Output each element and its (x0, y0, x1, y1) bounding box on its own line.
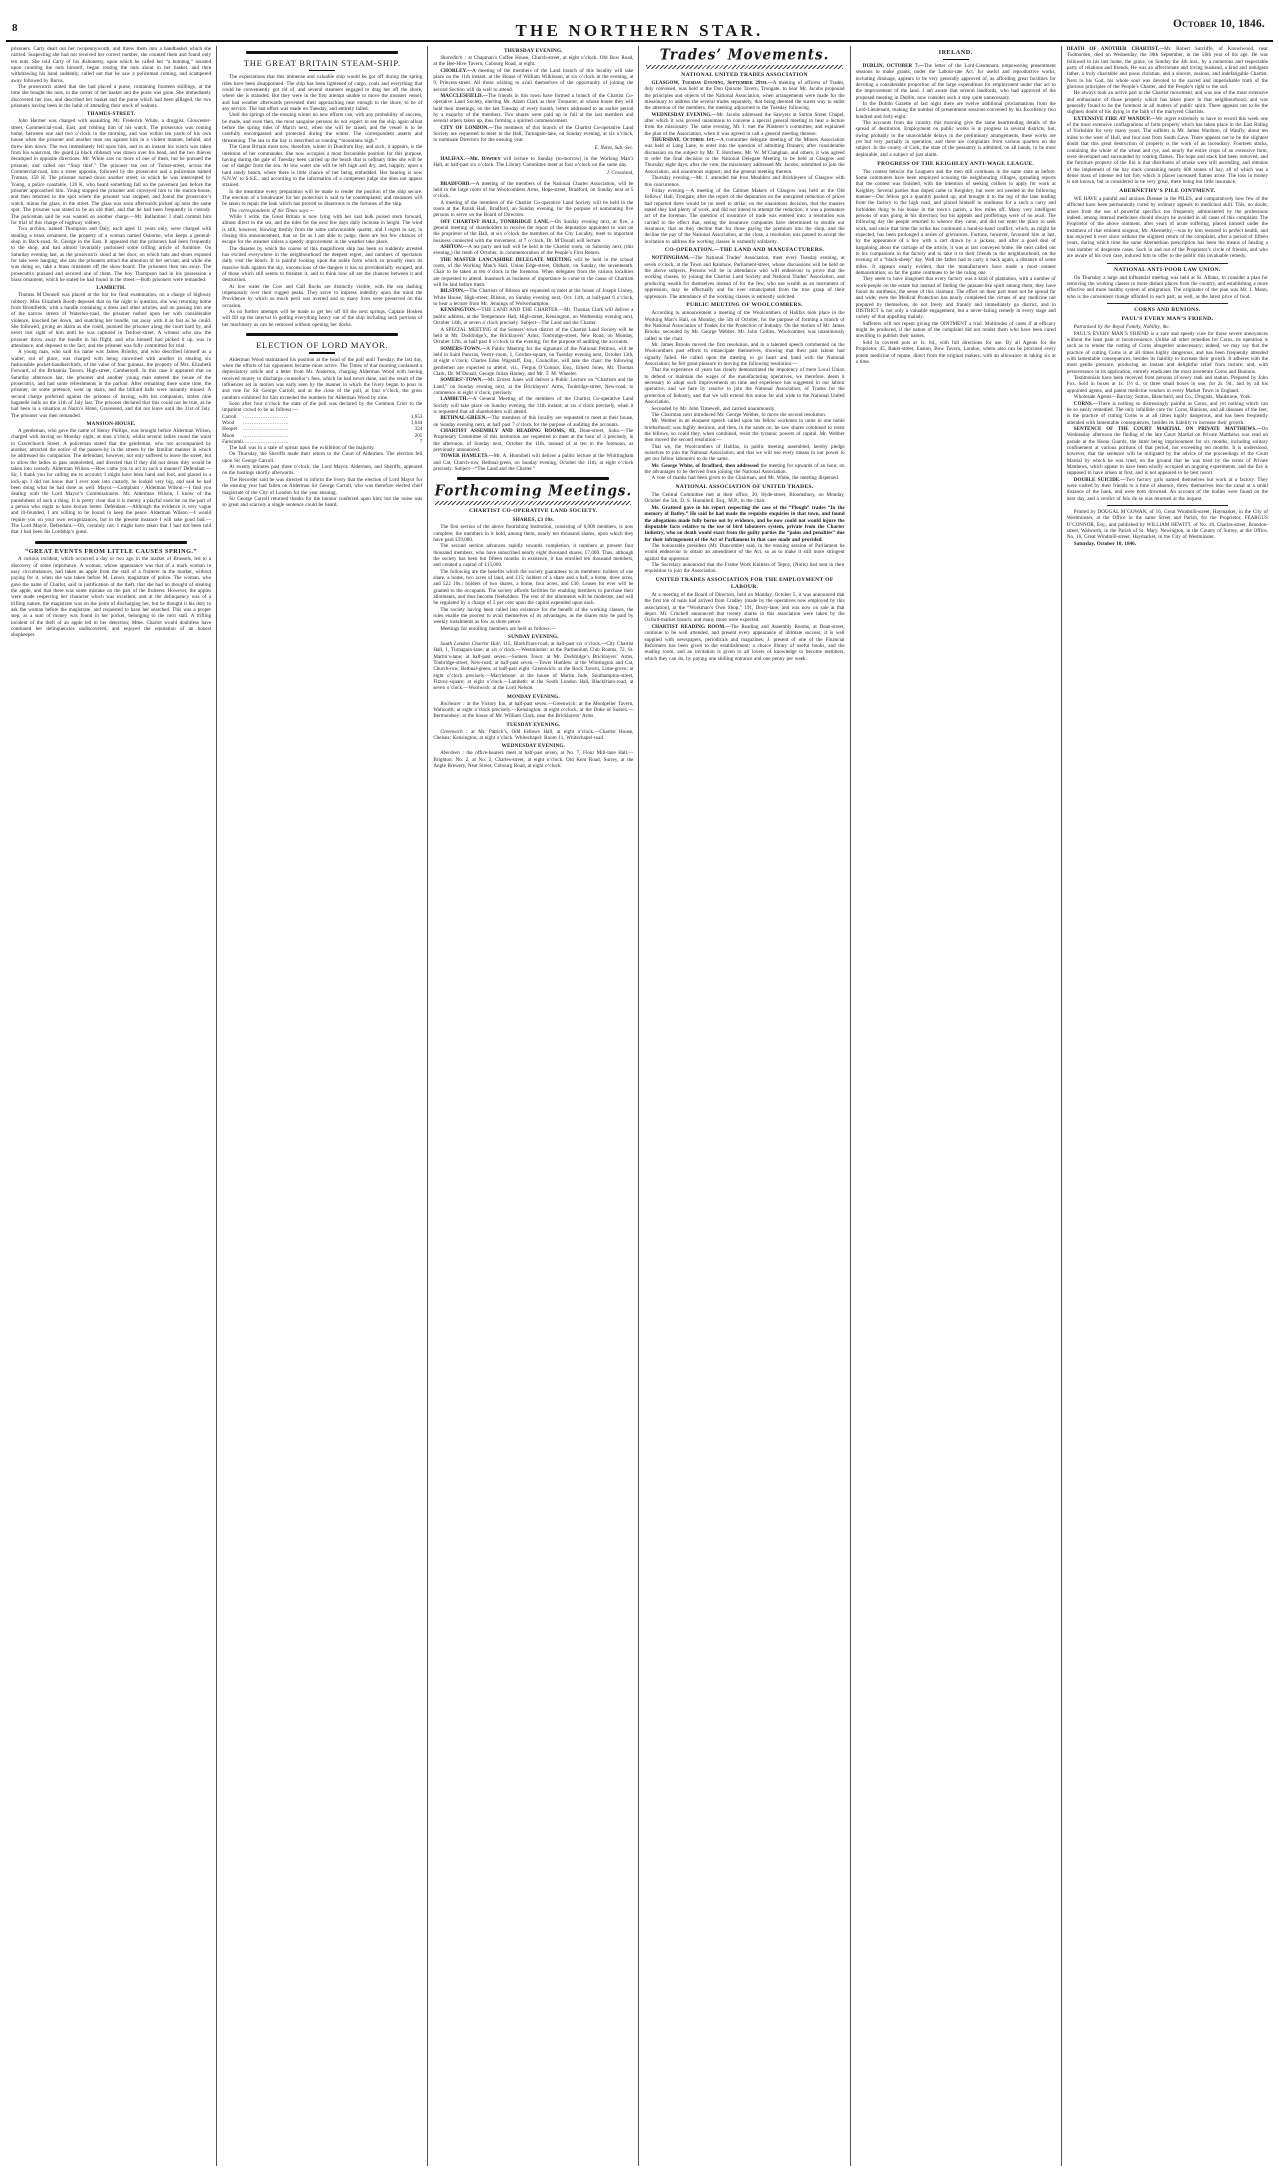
article-paragraph: Mr. Webber in an eloquent speech called upon his fellow workmen to unite in one noble brotherhood; was highly desirous, and then, in the sands on, he saw shares combined to resist the billows, so could they, when combined, resist the tyrannic powers of capital. Mr. Webber then moved the second resolution:— (644, 418, 845, 444)
locality-name: CITY OF LONDON.— (440, 124, 494, 131)
article-paragraph: The second section advances rapidly towards completion, it numbers at present four thousand members, who have subscribed nearly eight thousand shares, £7,000. Thus, although the society has been but fifteen months in existence, it has enrolled ten thousand members, and created a capital of £15,000. (433, 543, 634, 569)
article-paragraph (433, 396, 633, 415)
heading-forthcoming-meetings: Forthcoming Meetings. (434, 482, 633, 501)
article-paragraph: Alderman Wood maintained his position at the head of the poll until Tuesday, the last day, when the efforts of his opponents became more active. The Times of that morning contained a depreciatory article and a letter from Mr. Anderton, charging Alderman Wood with having received money to discharge counsellor’s fees, which he had never done, and the result of the influences set in motion was early seen by the manner in which the livery began to pour in and vote for Sir George Carroll, and at the close of the poll, at four o’clock, the gross numbers exhibited for him exceeded the numbers for Alderman Wood by nine. (222, 356, 423, 401)
article-paragraph (433, 288, 633, 307)
meeting-detail: 115, Blackfriars-road; at half-past six o’clock.—City Chartist Hall, 1, Turnagain-lane; at six o’clock.—Westminster: at the Parthenium Club Rooms, 72, St. Martin’s-lane; at half-past seven.—Somers Town: at Mr. Doddridge’s Bricklayers’ Arms, Tonbridge-street, New-road; at half-past seven.—Tower Hamlets: at the Whittington and Cat, Church-row, Bethnal-green, at half-past eight. Greenwich: at the Rock Tavern, Lime-grove; at eight o’clock precisely.—Marylebone: at the house of Martin Jude, Southampton-street, Fitzroy-square; at eight o’clock.—Lambeth: at the South London Hall, Blackfriars-road, at seven o’clock.—Woolwich: at the Lord Nelson. (433, 641, 634, 692)
article-paragraph (644, 505, 844, 543)
locality-name: BILSTON.— (440, 288, 470, 295)
section-rule (35, 541, 187, 544)
article-paragraph: According to announcement a meeting of the Woolcombers of Halifax took place in the Working Man’s Hall, on Monday, the 5th of October, for the purpose of forming a branch of the National Association of Trades for the Protection of Industry. On the motion of Mr. James Brooks, seconded by Mr. George Webber, Mr. John Collins, Woolcomber, was unanimously called to the chair. (644, 310, 845, 342)
column-5 (851, 46, 1062, 2166)
heading-great-britain-steamship: THE GREAT BRITAIN STEAM-SHIP. (243, 58, 401, 68)
heading-sunday-evening: SUNDAY EVENING. (508, 634, 559, 641)
poll-vote-count: 7 (419, 438, 423, 445)
article-paragraph (433, 257, 633, 289)
column-1 (6, 46, 217, 2166)
article-paragraph: A gentleman, who gave the name of Henry Phillips, was brought before Alderman Wilson, charged with having on Monday night, at nine o’clock, whilst several ladies round the waist in Gracechurch Street. A policeman stated that the gentleman, who not accompanied by another, attracted the notice of the passers-by in the streets by the familiar manner in which he addressed his companion. The defendant, however, not only suffered to leave the street, but to allow the ladies to pass unmolested, and directed that if they did not desist they would be taken into custody. Alderman Wilson.—How came you to act in such a manner? Defendant.—Sir, I thank you for calling me to account; I might have been hand and foot, and placed in a lock-up. I did not know that I ever took into custody, he looked very big, and said he had been doing what he had done as well. Mayor.—Complaint / Alderman Wilson.—I find you dealing with the Lord Mayor’s Commissioners. Mr. Alderman Wilson, I know of the punishment of such a thing. It is pretty clear that it is merely a playful exercise on the part of a person who ought to have known better. Defendant.—Although the evidence is very vague and ill-founded, I am willing to be bound to keep the peace. Alderman Wilson.—I would require you on your own recognizances, but in the present instance I will take good bail.—The Lord Mayor, Defendant.—Oh, certainly not. I might have taken that I had not been told that I had been his Lordship’s guest. (11, 427, 212, 536)
article-paragraph (433, 346, 633, 378)
article-paragraph (433, 68, 633, 93)
article-paragraph: Until the springs of the ensuing winter no new efforts can, with any probability of success, be made, and even then, the most sanguine persons do not expect to see the ship again afloat before the spring tides of March next, when she will be raised, and the vessel is to be carefully encompassed and protected during the winter. The correspondent asserts and threatening. The sea in the bay is described as running “mountains high.” (222, 112, 423, 144)
meeting-detail: A meeting of the members of the Land branch of this locality will take place on the 11th instant, at the House of William Wilkinson, at six o’clock in the evening, at 9, Princess-street. All those wishing to avail themselves of the opportunity of joining the second Section will do well to attend. (433, 67, 634, 93)
meeting-detail: The members of this locality are requested to meet at their house, on Sunday evening next, at half past 7 o’clock for the purpose of auditing the accounts. (433, 415, 634, 428)
topic-label: DOUBLE SUICIDE.— (1073, 476, 1126, 483)
meeting-detail: THE LAND AND THE CHARTER.—Mr. Thomas Clark will deliver a public address, at the Temperance Hall, High-street, Kensington, on Wednesday evening next, October 14th, at seven o’clock precisely. Subject—The Land and the Charter. (433, 307, 634, 327)
article-paragraph: The expectations that this immense and valuable ship would be got off during the spring tides have been disappointed. The ship has been lightened of cargo, coals and everything that could be conveniently got rid of, and several steamers engaged to drag her off the shore, where she is stranded. But they were in the first attempt unable to move the monster vessel, and bad weather afterwards prevented their approaching near enough to the shore, to be of any service. The last effort was made on Tuesday, and entirely failed. (222, 74, 423, 113)
article-paragraph: In the meantime every preparation will be made to render the position of the ship secure. The erection of a breakwater for her protection is said to be contemplated; and measures will be taken to repair the leak which has proved so disastrous to the fortunes of the ship. (222, 188, 423, 208)
article-paragraph: On Thursday a large and influential meeting was held at St. Albans, to consider a plan for removing the working classes to more distant places from the country, and establishing a more effective and more healthy system of emigration. The originator of the plan was Mr. J. Mann, who is the convenient change afforded in each part, as well, as the latest price of food. (1066, 274, 1268, 300)
article-paragraph (433, 307, 633, 326)
locality-name: CHARTIST READING ROOM.— (651, 623, 731, 630)
article-body: A committee delegate meeting of the Miners Association was held at Long Lane, to enter into the question of admitting Draners; after considerable discussion on the subject by Mr. T. Hutchens, Mr. W. M’Clanghan, and others, it was agreed to refer the final decision to the National Delegate Meeting to be held at Glasgow and Thursday eight days; after the vote, the missionary addressed Mr. Jacobs, submitted to join the Association, and unanimous support; and the general meeting thereon. (644, 137, 845, 175)
section-rule (246, 51, 398, 54)
heading-dash (943, 59, 969, 60)
heading-dash (309, 70, 335, 71)
article-paragraph: The Great Britain must now, therefore, winter in Dundrum Bay, and such, it appears, is the intention of her commander. She now occupies a most favourable position for this purpose, having during the gale of Tuesday been carried up the beach that is ordinary tides she will be out of danger from the sea. At low water she will be left high and dry, and, happily, upon a hard sandy beach, where there is little chance of her being embedded. Her bearing is now N.N.W. to S.S.E., and according to the information of a competent judge she does not appear strained. (222, 144, 423, 189)
poll-candidate-name: Hooper (222, 426, 238, 433)
poll-leader-dots: .......................... (242, 432, 289, 439)
article-paragraph: They seem to have imagined that every factory was a kind of plantation, with a number of work-people on the estate but instead of finding the peasant-like spirit among them, they have found its antithesis, the sense of this claimant. The effort on their part must not be spread far and wide; even the Medical Protection has nearly completed the virtues of any medicine not prepared by themselves, do not freely and frankly and immediately go district, and in DISTRICT is not only a valuable engagement, but a never-failing remedy in every stage and variety of that appalling malady. (855, 276, 1056, 321)
dateline: DUBLIN, OCTOBER 7.— (862, 62, 924, 69)
article-body: A meeting of officers of Trades, duly convened, was held at the Don Quixote Tavern, Trongate, to hear Mr. Jacobs propound the principles and objects of the National Association, when arrangements were made for the missionary to address the several trades separately, that being deemed the surest way to enlist the attention of the members, the meeting adjourned to the Tuesday following. (644, 80, 845, 112)
article-paragraph: The accounts from the country this morning give the same heartrending details of the spread of destitution. Employment on public works is in progress in several districts, but, owing probably to the unavoidable delays in the preliminary arrangements, these works are yet but very partially in operation, and there are complaints from various quarters on the subject. In the county of Cork, the state of the peasantry is admitted, on all hands, to be most deplorable, and a subject of just alarm. (855, 119, 1056, 158)
meeting-detail: at Chapman’s Coffee House, Church-street, at eight o’clock. Old Bow Road, at the Bee-Hive Tavern, Cobourg Road, at eight. (433, 54, 634, 68)
heading-co-operation: CO-OPERATION.—THE LAND AND MANUFACTURERS. (664, 247, 825, 254)
article-paragraph: The Chairman next introduced Mr. George Webber, to move the second resolution. (651, 411, 827, 418)
article-paragraph (433, 181, 633, 200)
article-paragraph (433, 244, 633, 257)
poll-results-table (222, 414, 422, 445)
heading-pauls-every-mans-friend: PAUL’S EVERY MAN’S FRIEND. (1121, 316, 1214, 323)
poll-leader-dots: .......................... (242, 419, 289, 426)
meeting-place: Greenwich : (440, 728, 468, 735)
article-paragraph: prisoners. Carty dealt out her twopennyworth, and threw them into a handbasket which she carried. Suspecting she had not received her correct number, she counted them and found only ten nuts. She told Carty of his dishonesty, upon which he called her “a humbug,” insisted upon counting the nuts himself, began routing the nuts about in her basket, and then withdrawing his hand suddenly, called out that he saw a policeman coming, and scampered away followed by Burns. (11, 46, 212, 84)
meeting-detail: A tea party and ball will be held in the Chartist room, on Saturday next, (this evening,) the tenth of October, in commemoration of the People’s First Return. (433, 244, 634, 257)
article-body: The Reading and Assembly Rooms, at Dean-street, continue to be well attended, and present every appearance of ultimate success; it is well supplied with newspapers, periodicals and magazines; J. present of one of the Financial Reformers has been given to the establishment; a choice library of useful books, and the reading room, and an invitation is given to all lovers of knowledge to become members, which they can do, by paying one shilling entrance and one penny per week. (644, 623, 845, 662)
masthead (0, 0, 1279, 38)
meeting-detail: On Sunday evening next, at five, a general meeting of shareholders to receive the report of the deputation appointed to wait on the proprietor of the Hall, at six o’clock the members of the City Locality, meet to important business connected with the movement, at 7 o’clock, Dr. M’Douall will lecture. (433, 218, 634, 244)
article-paragraph: The hall was in a state of uproar upon the exhibition of the majority. (229, 445, 375, 452)
article-paragraph (433, 55, 633, 68)
source-attribution: The correspondents of the Times says:— (229, 207, 315, 214)
article-paragraph: At a meeting of the Board of Directors, held on Monday, October 5, it was announced that the first ton of nails had arrived from Cradley (made by the operatives now employed by this association), at the “Workman’s Own Shop,” 191, Drury-lane, and was now on sale at that depot. Mr. Critchell announced that twenty shares in this association were taken by the Oxford-market branch, and many more were expected. (644, 592, 845, 624)
locality-name: SOMERS’-TOWN.— (440, 377, 488, 384)
poll-vote-count: 205 (414, 432, 423, 439)
article-paragraph (1067, 46, 1268, 90)
meeting-detail: the office-bearers meet at half-past seven, at No. 7, Flour Mill-lane Hall.—Brighton: No. 2, at No. 2, Charles-street, at eight o’clock. Old Kent Road, Surrey, at the Angle Brewery, Neat Street, Cobourg Road, at eight o’clock. (433, 750, 634, 769)
issue-date: October 10, 1846. (1173, 18, 1265, 30)
article-paragraph: John Harmer was charged with assaulting Mr. Frederick White, a druggist, Gloucester-street, Commercial-road, East, and robbing him of his watch. The prosecutor was coming home, between one and two o’clock in the morning, and was within ten yards of his own house when the prisoner and another man ran against him in a violent manner, behind, and threw him down. The two immediately fell upon him, and in an instant his watch was taken from his waistcoat, the guard (a black ribband) was drawn over his head, and the two thieves decamped in opposite directions. Mr. White saw no more of one of them, but he pursued the prisoner, and called out “Stop thief.” The prisoner ran out of Turner-street, across the Commercial-road, into a street opposite, followed by the prosecutor and a policeman named Truman, 150 H. The prisoner turned down another street, in which he was intercepted by Young, a police constable, 126 K, who heard something fall on the pavement just before the prisoner approached him. Young stopped the prisoner and conveyed him to the station-house, and then returned to the spot where the prisoner was stopped, and found the prosecutor’s watch, minus the glass, in the street. The glass was soon afterwards picked up near the same spot. The prisoner was stated to be an old thief, and that he had been frequently in custody. The policeman said he was wanted on another charge.—Mr. Ballantine: I shall commit him for trial of this charge of highway robbery. (11, 118, 212, 226)
article-paragraph: Seconded by Mr. John Timewell, and carried unanimously. (651, 405, 776, 412)
article-paragraph (433, 377, 633, 396)
heading-thames-street: THAMES-STREET. (86, 111, 136, 118)
article-body: Mr. Robert Sutcliffe, of Knowlwood, near Todmorden, died on Wednesday, the 30th September, in the 56th year of his age. He was followed to his last home, the grave, on Sunday the 4th inst., by a numerous and respectable party of relations and friends. He was an affectionate and loving husband, a kind and indulgent father, a truly charitable and pious christian, and a sincere, zealous, and indefatigable Chartist. Next to his God, his whole soul was devoted to the sacred and imperishable truth of the glorious principles of the People’s Charter, and the People’s right to the soil. (1066, 46, 1268, 91)
article-paragraph: Sold in covered pots at 1s. 6d., with full directions for use. By all Agents for the Proprietor, 45, Baker-street, Euston, Bow Tavern, London, where also can be procured every potent medicine of repute, direct from the original makers, with an allowance in taking six at a time. (855, 339, 1056, 365)
article-paragraph (644, 255, 844, 299)
locality-name: SOMERS-TOWN.— (440, 345, 487, 352)
article-paragraph: WE HAVE a painful and anxious Disease in the PILES, and comparatively how few of the afflicted have been permanently cured by ordinary appeals to medicinal skill. This, no doubt, arises from the use of powerful specifics too frequently administered by the professions indeed, among internal medicines should always be avoided in all cases of this complaint. The Proprietor of the above ointment, after years of acute suffering, placed himself under the treatment of that eminent surgeon, Mr. Abernethy,—was by him restored to perfect health, and has enjoyed it ever since without the slightest return of the complaint, after a period of fifteen years, during which time the same Abernethian prescription has been the means of healing a vast number of desperate cases. Such in and out of the Proprietor’s circle of friends, and who are aware of his own case, induced him to offer to the public this invaluable remedy. (1066, 196, 1268, 260)
heading-abernethy-pile-ointment: ABERNETHY’S PILE OINTMENT. (1119, 188, 1216, 195)
article-paragraph: The following are the benefits which the society guarantees to its members: holders of one share, a home, two acres of land, and £15; holders of a share and a half, a home, three acres, and £22 10s.; holders of two shares, a home, four acres, and £30. Leases for ever will be granted to the occupants. The society affords facilities for enabling members to purchase their allotments, and thus become freeholders. The rent of the allotments will be moderate, and will be regulated by a charge of 5 per cent upon the capital expended upon each. (433, 568, 634, 607)
meeting-place: South London Chartist Hall, (440, 641, 501, 648)
article-paragraph: That we, the Woolcombers of Halifax, in public meeting assembled, hereby pledge ourselves to join the National Association, and that we will use every means in our power to get our fellow labourers to do the same. (644, 443, 845, 463)
colophon-rule (1107, 505, 1228, 506)
heading-tuesday-evening: TUESDAY EVENING. (506, 721, 561, 728)
heading-national-association-trades: NATIONAL ASSOCIATION OF UNITED TRADES. (675, 484, 814, 491)
article-paragraph: The first section of the above flourishing Institution, consisting of 6,000 members, is now complete; the members in it hold, among them, nearly ten thousand shares, upon which they have paid £19,000. (433, 524, 634, 543)
article-paragraph (1067, 477, 1268, 502)
locality-name: OFF CHARTIST HALL, TONBRIDGE LANE.— (440, 218, 555, 225)
heading-extensive-fire: EXTENSIVE FIRE AT WANDUP.— (1073, 115, 1156, 122)
locality-name: CHORLEY.— (440, 67, 473, 74)
heading-wednesday-evening: WEDNESDAY EVENING. (501, 743, 566, 750)
masthead-rule (6, 40, 1273, 42)
article-paragraph (433, 156, 633, 169)
article-paragraph (433, 125, 633, 144)
article-paragraph (433, 453, 633, 472)
article-body: Two factory girls named themselves but work at a factory. They were visited by their friends to a time of absence, threw themselves into the canal at a small distance of the bank, and were both drowned. An account of the bodies were found on the next day, and a verdict of felo de se was returned at the inquest. (1066, 476, 1268, 502)
meeting-detail: The members of this branch of the Chartist Co-operative Land Society are requested to meet in the Hall, Turnagain-lane, on Sunday evening, at six o’clock, to nominate Directors for the ensuing year. (433, 124, 634, 144)
poll-candidate-name: Carroll (222, 413, 237, 420)
dateline: THURSDAY, October 1st.— (651, 137, 721, 144)
article-paragraph: The contest betwixt the Leaguers and the men still continues in the same state as before. Some commuters have been employed scouring the neighbouring villages, spreading reports that the contest was finished, with the intention of seeking colliers to apply for work at Keighley. Several parties thus duped came to Keighley, but were not needed in the following manner—Our fellow got a quantity packed up, and brought it to the top of the lane leading from the factory to the high road, and placed himself in readiness for a such a carry and forbidden thing to his house in the town’s parish, a few miles off. Many very intelligent persons of ours going in his direction; but his appeals and profferings were of no avail. The following day the people returned to whence they came, and did not enter the place to seek work, and since that time the strike has continued a hand-to-hand conflict, which, as might be expected, has been prolonged a series of grievances. Fortune, however, favoured him at last, by the appearance of a boy with a cart drawn by a jackass, and after a good deal of bargaining about the carriage of the article, it was at last conveyed home. He next called out to his companions in the factory and to take it to their friends in the neighbourhood, on the evening of a “black-sheep” day. Well the father had to carry it back again, a distance of some miles. It appears nearly evident, that the manufacturers have made a most earnest demonstration; so far the game continues to be the ruling one. (855, 168, 1056, 277)
article-paragraph: The society having been called into existence for the benefit of the working classes, the rules enable the poorest to avail themselves of its advantages, as the shares may be paid by weekly instalments as low as three pence. (433, 606, 634, 626)
speaker-name: Mr. George White, of Bradford, then addressed (651, 462, 759, 469)
heading-death-of-another-chartist: DEATH OF ANOTHER CHARTIST.— (1066, 46, 1165, 52)
meeting-detail: The Chartists of Bilston are requested to meet at the house of Joseph Linney, White House, High-street, Bilston, on Sunday evening next, Oct. 11th, at half-past 6 o’clock, to hear a lecture from Mr. Jennings of Wolverhampton. (433, 288, 634, 308)
meeting-detail: will lecture to Sunday (to-morrow) in the Working Man’s Hall, at half-past six o’clock. The Library Committee meet at four o’clock on the same day. (433, 155, 634, 169)
locality-name: NOTTINGHAM.— (651, 255, 695, 262)
heading-national-anti-poor-law-union: NATIONAL ANTI-POOR LAW UNION. (1114, 266, 1221, 273)
article-paragraph: Sufferers will not repent giving the OINTMENT a trial. Multitudes of cases if at efficacy might be produced, if the nature of the complaint did not render them who have been cured unwilling to publish their names. (855, 320, 1056, 340)
article-paragraph: Friday evening.—A meeting of the Cabinet Makers of Glasgow was held at the Old Fellows’ Hall, Trongate, after the report of the deputation on the unexpired reduction of prices had reported there would be no need to strike; on the unanimous decision, that the masters stated they had plenty of work, and did not intend to attempt the reduction, it was a premature act of the foreman. The question of insurance of trade was entered into; a resolution was carried to the effect that, seeing the insurance companies have determined to double our insurance, that as they decline that for those paying the premium into the shop, and the decline the pay of the National Association, at the close, a resolution was passed to accept the invitation to address the working classes in earnestly solidarity. (644, 187, 845, 245)
article-paragraph: Thursday evening.—Mr. J. attended the Iron Moulders and Brickleyers of Glasgow with this concurrence. (644, 175, 845, 188)
article-paragraph: As no further attempts will be made to get her off till the next springs, Captain Hosken will fill up the interval in getting everything heavy out of the ship including such portions of her machinery as can be removed without opening her docks. (222, 309, 423, 328)
article-paragraph: The Secretary announced that the Frame Work Knitters of Tepny, (Notts) had sent in their requisition to join the Association. (644, 561, 845, 575)
article-paragraph: A young man, who said his name was James Brindsy, and who described himself as a waiter, out of place, was charged with being concerned with another in stealing six fashionable pocket-handkerchiefs, of the value of four guineas, the property of Mrs. Elizabeth Forward, of the Britannia Tavern, High-street, Camberwell. In this case it appeared that on Saturday afternoon last, the prisoner and another young man entered the house of the prosecutrix, and had some refreshments in the parlour. After remaining there some time, the prisoner, on some pretence, went up stairs, and the billiard balls were instantly missed. A second charge preferred against the prisoner of having, with his companion, stolen nine bagatelle balls on the 11th of July last. The prisoner declared that this could not be true, as he had been in a situation at Nairn’s Hotel, Gravesend, and did not leave until the 31st of July. The prisoner was then remanded. (11, 349, 212, 419)
article-paragraph (433, 641, 633, 692)
article-paragraph: The Recorder said he was directed to inform the livery that the election of Lord Mayor for the ensuing year had fallen on Alderman Sir George Carroll, who was therefore elected chief magistrate of the City of London for the year ensuing. (222, 476, 423, 496)
poll-vote-count: 1,653 (410, 413, 423, 420)
article-paragraph: The honourable president (Mr. Duncombe) said, in the ensuing session of Parliament he would endeavour to obtain an amendment of the Act, so as to make it still more stringent against the oppressor. (644, 542, 845, 562)
meeting-detail: will be held in the school room, of the Working Man’s Hall, Union Edge-street, Oldham, on Sunday, the seventeenth. Chair to be taken at ten o’clock in the forenoon. When delegates from the various localities are requested to attend. Inasmuch as business of importance to come to the cause of Chartism will be laid before them. (433, 256, 634, 289)
locality-name: BRADFORD.— (440, 180, 476, 187)
article-paragraph (644, 624, 844, 662)
article-paragraph (644, 80, 844, 112)
meeting-detail: A General Meeting of the members of the Chartist Co-operative Land Society will take place on Sunday evening, the 11th instant, at six o’clock precisely, when it is requested that all shareholders will attend. (433, 396, 634, 415)
article-paragraph: Mr. James Brooks moved the first resolution, and in a talented speech commented on the Woolcombers past efforts to emancipate themselves, showing that their past labour had signally failed. He called upon the meeting to go heart and hand with the National Association; he felt great pleasure in moving the following resolution:— (644, 342, 845, 368)
article-body: Mr. Jacobs addressed the Sawyers at Sutton Street Chapel, after which it was proved unanimous to convene a special general meeting to hear a lecture from the missionary. The same evening, Mr. J. met the Plasterer’s committee, and explained the plan of the Association, when it was agreed to call a general meeting thereon. (644, 111, 845, 137)
meeting-detail: Mr. Ernest Jones will deliver a Public Lecture on “Chartism and the Land,” on Sunday evening next, at the Bricklayers’ Arms, Tonbridge-street, New-road, to commence at eight o’clock, precisely. (433, 377, 634, 396)
article-paragraph (433, 750, 633, 769)
heading-lambeth: LAMBETH. (96, 285, 126, 292)
page-number: 8 (12, 22, 18, 34)
article-paragraph: That the experience of years has clearly demonstrated the impotency of mere Local Union to defend or maintain the wages of the manufacturing operatives, we therefore, deem it necessary to adopt such improvements on time and experience has suggested in our labour operative; and we here by resolve to join the National Association, of Trades for the protection of Industry, and that we will extend this union far and wide to the National United Association. (644, 367, 845, 406)
article-body: We regret extremely to have to record this week one of the most extensive conflagrations of farm property which has taken place in the East Riding of Yorkshire for very many years. The sufferer is Mr. James Wardson, of Wanfly, about ten miles to the west of Hull, and four east from South Cave. There appears not to be the slightest doubt that this great destruction of property is the work of an incendiary. Fourteen stacks, containing the whole of the wheat and rye, and nearly the entire crops of an extensive farm, were developed and surrounded by roaring flames. The hope and stack had been removed, and the furniture property of the fire is that distributes of smoke were still ascending, and remains of the implement of the hay stack containing nearly 600 stones of hay, all of which was a dense mass of intense red hot fire, which it places increased flames arose. The loss in money is not known, but is considered to be very great, there being but little insurance. (1066, 115, 1268, 186)
heading-election-lord-mayor: ELECTION OF LORD MAYOR. (256, 340, 389, 351)
meeting-detail: Mr. A. Hunnibell will deliver a public lecture at the Whittingham and Cat, Church-row, Bethnal-green, on Sunday evening, October the 11th, at eight o’clock precisely. Subject—“The Land and the Charter.” (433, 453, 634, 473)
meeting-detail: A meeting of the members of the National Charter Association, will be held in the large room of the Woolcombers Arms, Hope-street, Bradford, on Sunday next at 5 o’clock. (433, 180, 634, 200)
locality-name: LAMBETH.— (440, 396, 473, 403)
dateline: GLASGOW, Tuesday Evening, September 29th.— (651, 80, 773, 86)
heading-public-meeting-woolcombers: PUBLIC MEETING OF WOOLCOMBERS. (686, 302, 803, 309)
article-paragraph: Thomas M’Donnell was placed at the bar for final examination, on a charge of highway robbery. Miss Elizabeth Booth deposed that on the night in question, she was returning home from Bromfields, with a handle containing a dress and other articles, and on passing into one of the narrow streets of Waterloo-road, the prisoner rushed upon her with considerable violence, knocked her down, and snatching her bundle, ran away with it as fast as he could. She followed, giving an alarm as she could, pursued the prisoner along the court hard by, and never lost sight of him until he was captured in Tenfoot-street. A witness who saw the prisoner throw away the bundle in his flight, and who himself had picked it up, was in attendance, and deposed to the fact, and the prisoner was fully committed for trial. (11, 292, 212, 349)
meeting-place: Aberdeen : (440, 750, 464, 757)
meeting-place: Rochester : (440, 700, 465, 707)
meeting-detail: A Public Meeting for the signature of the National Petition, will be held in Saint Pancras, Vestry-room, 1, Gordon-square, on Tuesday evening next, October 13th, at eight o’clock; Charles Eden Wagstaff, Esq., Councillor, will take the chair; the following gentlemen are expected to attend, viz., Fergus O’Connor, Esq., Ernest Jones, Mr. Thomas Clark, Dr. M’Douall, George Julian Harney, and Mr. T. M. Wheeler. (433, 345, 634, 377)
locality-name: ASHTON.— (440, 244, 469, 251)
article-body: On Wednesday afternoon the finding of the late Court Martial on Private Matthews was read on parade at the Horse Guards, the latter being imprisonment for six months, including solitary confinement at various portions of that period, not exceeding ten months. It is understood, however, that the sentence will be mitigated by the advice of the proceedings of the Court Martial by which he was tried, on the ground that he was tried by the terms of Private Matthews, which appear to have been wholly occupied an ongoing experiments, and the fire is supposed to have arisen at first, and is not appeared to be best resort. (1066, 425, 1268, 477)
article-paragraph (433, 415, 633, 428)
heading-keighley-anti-wage-league: PROGRESS OF THE KEIGHLEY ANTI-WAGE LEAGUE. (877, 160, 1035, 167)
article-paragraph: Meetings for enrolling members are held as follows:— (440, 625, 557, 632)
article-paragraph: Testimonials have been received from persons of every rank and station. Prepared by John Fox. Sold in boxes at 1s. 1½ d., or three small boxes in one, for 2s. 9d., and by all his appointed agents, and patent medicine vendors in every Market Town in England. (1066, 375, 1268, 394)
locality-name: CHARTIST ASSEMBLY AND READING ROOMS, 83, (440, 428, 576, 434)
article-paragraph (1067, 426, 1268, 477)
article-paragraph: A meeting of the members of the Chartist Co-operative Land Society will be held in the room at the Parish Hall, Bradford, on Sunday evening, for the purpose of nominating five persons to serve on the Board of Directors. (433, 199, 634, 219)
poll-leader-dots: .......................... (242, 426, 289, 433)
locality-name: MACCLESFIELD.— (440, 92, 488, 99)
ornament-wavy-rule (435, 501, 631, 505)
article-paragraph: At twenty minutes past three o’clock, the Lord Mayor, Aldermen, and Sheriffs, appeared on the hustings shortly afterwards. (222, 464, 423, 477)
locality-name: BETHNAL-GREEN.— (440, 415, 492, 422)
article-paragraph (433, 428, 633, 453)
section-rule (1107, 263, 1228, 264)
heading-ireland: IRELAND. (938, 49, 973, 56)
heading-chartist-land-society: CHARTIST CO-OPERATIVE LAND SOCIETY. (469, 508, 598, 515)
dateline: WEDNESDAY EVENING.— (651, 111, 717, 118)
article-paragraph: Soon after four o’clock the state of the poll was declared by the Common Crier to the impatient crowd to be as follows:— (222, 400, 423, 414)
topic-label: SENTENCE OF THE COURT MARTIAL ON PRIVATE MATTHEWS.— (1073, 425, 1262, 432)
article-paragraph (433, 701, 633, 720)
locality-name: THE MASTER LANCASHIRE DELEGATE MEETING (440, 256, 572, 263)
column-2 (217, 46, 428, 2166)
article-paragraph: He always took an active part in the Chartist movement, and was one of the most extensive and enthusiastic of those properly which has taken place in that neighbourhood, and was generally found to be the foremost in all matters of public spirit. There appears not to be the slightest doubt of his dying in the faith of the martyred Chartists. (1066, 90, 1268, 116)
meeting-detail: Dean-street, Soho.—The Proprietary Committee of this institution are requested to meet at the hour of 3 precisely, in the afternoon, of Sunday next, October the 11th, instead of at ten in the forenoon, as previously announced. (433, 428, 634, 454)
section-rule (457, 477, 609, 480)
article-paragraph (1067, 401, 1268, 426)
article-paragraph (1067, 116, 1268, 186)
article-paragraph: On Thursday, the Sheriffs made their return to the Court of Aldermen. The election fell upon Sir George Carroll. (222, 451, 423, 464)
article-paragraph (644, 112, 844, 137)
heading-thursday-evening: THURSDAY EVENING. (504, 48, 563, 54)
poll-candidate-name: Farncomb (222, 438, 243, 445)
heading-trades-movements: Trades’ Movements. (659, 46, 830, 64)
column-grid (6, 46, 1273, 2166)
article-paragraph (433, 219, 633, 244)
article-paragraph: A SPECIAL MEETING of the Somers’-town district of the Chartist Land Society will be held at Mr. Doddridge’s, the Bricklayers’ Arms, Tonbridge-street, New Road, on Monday, October 12th, at half past 8 o’clock in the evening, for the purpose of auditing the accounts. (433, 326, 634, 346)
article-paragraph: Sir George Carroll returned thanks for the honour conferred upon him; but the noise was so great and scarcely a single sentence could be heard. (222, 495, 423, 509)
topic-label: CORNS.— (1073, 400, 1099, 407)
article-paragraph: PAUL’S EVERY MAN’S FRIEND is a sure and speedy cure for those severe annoyances without the least pain or inconvenience. Unlike all other remedies for Corns, its operation is such as to render the cutting of Corns altogether unnecessary; indeed, we may say that the practice of cutting Corns is at all times highly dangerous, and has been frequently attended with lamentable consequences, besides its liability to increase their growth. It adheres with the most gentle pressure, producing an instant and delightful relief from torture; and, with perseverance in its application, entirely eradicates the most inveterate Corns and Bunions. (1066, 330, 1268, 375)
article-paragraph: A vote of thanks had been given to the Chairman, and Mr. White, the meeting dispersed. (651, 475, 840, 482)
poll-candidate-name: Wood (222, 419, 235, 426)
article-body: The National Trades’ Association, meet every Tuesday evening, at seven o’clock, at the Town and Rainbow, Parliament-street, whose discussions will be held on the above subjects. Persons will be in attendance who will endeavour to prove that the working classes, by joining the Chartist Land Society and National Trades’ Association, and producing wealth for themselves instead of for the few, who use wealth as an instrument of oppression, may be effectually and for ever emancipated from the true grasp of their oppressors. The attendance of the working classes is earnestly solicited. (644, 255, 845, 300)
column-3 (428, 46, 639, 2166)
poll-leader-dots: .......................... (242, 438, 289, 445)
section-rule (246, 333, 398, 336)
article-paragraph (644, 137, 844, 175)
heading-corns-and-bunions: CORNS AND BUNIONS. (1134, 306, 1201, 313)
poll-vote-count: 324 (414, 426, 423, 433)
locality-name: KENSINGTON.— (440, 307, 482, 314)
heading-united-trades-employment: UNITED TRADES ASSOCIATION FOR THE EMPLOYMENT OF LABOUR. (655, 577, 834, 591)
poll-leader-dots: .......................... (242, 413, 289, 420)
article-paragraph: While I write, the Great Britain is now lying with her vast bulk poised stern forward, almost direct to the sea, and the tides for the next few days daily increase in height. The wind is still, however, blowing freshly from the same unfavourable quarter, and I regret to say, in closing this announcement, that so far as I am able to judge, there are but few chances of escape for the steamer unless a speedy improvement in the weather take place. (222, 213, 423, 246)
heading-monday-evening: MONDAY EVENING. (506, 693, 560, 700)
heading-shares: SHARES, £3 10s. (512, 517, 555, 524)
speaker-name: Mr. Gratteed gave in his report respecting the case of the “Plough” trades “In the memory of Batley.” He said he had made the requisite enquiries in that town, and found the allegations made fully borne out by evidence, and he now could not would injure the disputable facts relative to the use of bird labourers system, private from the Charter Industry, who on death would exact from the guilty parties the “pains and penalties” due for their infringement of the Act of Parliament in that case made and provided. (644, 504, 845, 543)
meeting-place: Shoreditch : (440, 54, 467, 61)
heading-great-events: “GREAT EVENTS FROM LITTLE CAUSES SPRING.” (25, 547, 198, 555)
meeting-detail: The friends in this town have formed a branch of the Chartist Co-operative Land Society, electing Mr. Adam Clark as their Treasurer, at whose house they will hold their meetings, on the last Tuesday of every month, letters addressed to an earlier period by a majority of the members. Two shares were paid up in full at the last members and several others taken up, thus forming a spirited commencement. (433, 92, 634, 125)
article-paragraph (433, 729, 633, 742)
heading-mansion-house: MANSION-HOUSE. (86, 421, 136, 428)
article-body: There is nothing so distressingly painful as Corns, and yet nothing which can be so easily remedied. The only infallible cure for Corns, Bunions, and all diseases of the feet, is the practice of cutting Corns is at all times highly dangerous, and has been frequently attended with lamentable consequences, besides its liability to increase their growth. (1066, 400, 1268, 426)
article-paragraph: At low water the Cow and Calf Rocks are distinctly visible, with the sea dashing impetuously over their rugged peaks. They serve to impress indelibly upon the mind the Providence by which so much peril was averted and so many lives were preserved on this occasion. (222, 283, 423, 309)
section-rule (1107, 303, 1228, 304)
advert-patronage-line: Patronised by the Royal Family, Nobility, &c. (1073, 324, 1171, 331)
article-paragraph: Two urchins, named Thompson and Daly, each aged 11 years only, were charged with stealing a brass ornament, the property of a woman named Osborne, who keeps a general-shop in Back-road, St. George in the East. It appeared that the prisoners had been frequently to the shop, and had almost invariably purloined some trifling article of furniture. On Saturday evening last, as the prosecutrix stood at her door, on which hats and shoes exposed for sale were hanging, she saw the prisoners attract the attention of her servant, and while she was doing so, take a brass ornament off the show board. The prisoners then ran away. The prosecutrix pursued and secured one of them. The boy Thompson had in his possession a brass ornament, which he stated he had found in the street.—Both prisoners were remanded. (11, 226, 212, 283)
article-paragraph (644, 463, 844, 476)
signature: J. Crossland, (606, 169, 634, 176)
signature: E. Notes, Sub.-Sec. (594, 144, 634, 151)
heading-dash (309, 352, 335, 353)
article-paragraph: A curious incident, which occurred a day or two ago in the market of Brussels, led to a discovery of some importance. A woman, whose appearance was that of a mark woman in easy circumstances, had taken an apple from the stall of a fruiterer in the market, without paying for it, when she was taken before M. Lenoir, magistrate of police. The woman, who gave the name of Charlot, said in justification of the theft, that she had no thought of stealing the apple, and that there was some mistake on the part of the fruiterer. However, the apples were made respecting her character which was excellent, and at the delinquency was of a trifling nature, the magistrate was on the point of discharging her, but he thought it his duty to ask the woman before the magistrate, and requested to have her searched. This was a proper step, as a sum of money was found in her pocket, belonging to the next stall. A trifling incident of the theft of an apple led to her detection; Mme. Charlot would doubtless have continued her delinquencies undiscovered, and enjoyed the reputation of an honest shopkeeper. (11, 556, 212, 639)
colophon-date: Saturday, October 10, 1846. (1073, 540, 1136, 547)
paper-title: THE NORTHERN STAR. (515, 21, 764, 40)
article-body: The letter of the Lord-Lieutenant, empowering presentment sessions to make grants, under the Labour-rate Act, for useful and reproductive works, including drainage, appears to be very generally approved of, as affording great facilities for devoting a considerable proportion of the large expenditure for employment under that act to the improvement of the land. I am aware that several landlords, who had approved of the proposed meeting in Dublin, now consider such a step quite unnecessary. (855, 62, 1056, 101)
locality-name: HALIFAX.—Mr. Rawden (440, 155, 501, 162)
poll-vote-count: 1,644 (410, 419, 423, 426)
article-paragraph (856, 63, 1056, 101)
article-paragraph (433, 93, 633, 125)
article-body: the meeting for upwards of an hour, on the advantages to be derived from joining the National Association. (644, 462, 845, 475)
article-paragraph: The prosecutrix stated that she had placed a purse, containing fourteen shillings, at the time she bought the nuts, in the corner of her basket and the purse was gone. She immediately discovered her loss, and described her basket and the purse which had been pillaged, the two prisoners having been in the habit of attending their stock of walnuts. (11, 84, 212, 110)
column-4 (639, 46, 850, 2166)
locality-name: TOWER HAMLETS.— (440, 453, 494, 460)
column-6 (1062, 46, 1273, 2166)
heading-national-united-trades: NATIONAL UNITED TRADES ASSOCIATION (681, 72, 808, 78)
poll-results-body (222, 414, 422, 445)
meeting-detail: at the Victory Inn, at half-past seven.—Greenwich: at the Montpelier Tavern, Walworth; at eight o’clock precisely.—Kensington: at eight o’clock, at the Duke of Sussex.—Bermondsey: at the house of Mr. William Clark, near the Bricklayers’ Arms. (433, 700, 634, 720)
meeting-detail: at Mr. Patrick’s, Odd Fellows Hall, at eight o’clock.—Chartist House, Chelsea; Kensington, at eight o’clock. Whitechapel: Room 11, Whitechapel-road. (433, 728, 634, 741)
colophon-imprint: Printed by DOUGAL M’GOWAN, of 16, Great Windmill-street, Haymarket, in the City of Westminster, at the Office in the same Street and Parish, for the Proprietor, FEARGUS O’CONNOR, Esq., and published by WILLIAM HEWITT, of No. 18, Charles-street, Brandon-street, Walworth, in the Parish of St. Mary, Newington, in the County of Surrey, at the Office, No. 16, Great Windmill-street, Haymarket, in the City of Westminster. (1066, 509, 1268, 541)
article-paragraph: In the Dublin Gazette of last night there are twelve additional proclamations from the Lord-Lieutenant, making the number of presentment sessions convened by his Excellency two hundred and forty-eight. (855, 100, 1056, 120)
article-paragraph: Wholesale Agents—Barclay, Sutton, Blanchard, and Co., Drugists, Maidstone, York. (1073, 394, 1252, 401)
ornament-wavy-rule (646, 65, 842, 69)
article-paragraph: The disaster by which the course of this magnificent ship has been so suddenly arrested has excited everywhere in the neighbourhood the deepest regret, and numbers of spectators daily visit the beach. It is painful looking upon the noble form which so proudly rears its massive bulk against the sky, unconscious of the dangers it has so providentially escaped, and of those which still seems to threaten it, and to think how all are the chances between it and destruction. (222, 245, 423, 284)
article-paragraph: The Central Committee met at their office, 30, Hyde-street, Bloomsbury, on Monday, October the 5th, D. S. Hunnibell, Esq., M.P., in the chair. (644, 492, 845, 505)
poll-candidate-name: Moon (222, 432, 235, 439)
